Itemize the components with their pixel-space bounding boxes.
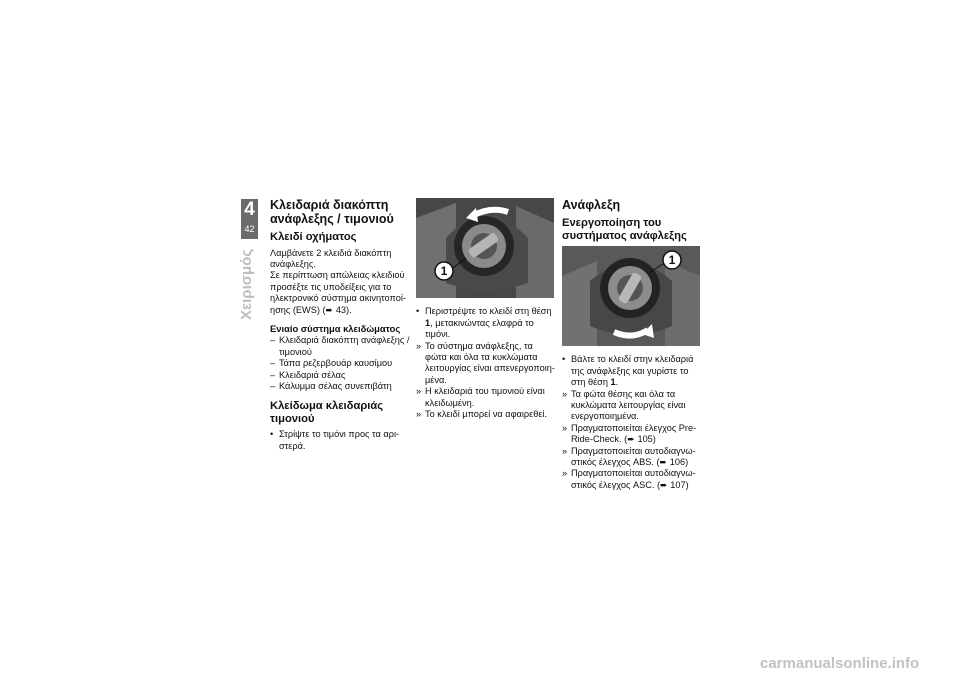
arrow-icon: ➨ (325, 304, 334, 315)
photo-callout: 1 (440, 264, 448, 278)
result-item: » Τα φώτα θέσης και όλα τα κυκλώματα λειτουργίας είναι ενεργοποιημένα. (562, 388, 686, 422)
page-reference[interactable]: (➨ 43). (322, 304, 352, 315)
lock-list (270, 335, 410, 392)
result-item: » Πραγματοποιείται έλεγχος Pre-Ride-Check. (➨ 105) (562, 422, 697, 445)
result-item: » Η κλειδαριά του τιμονιού είναι κλειδωμένη. (416, 386, 545, 408)
page-reference[interactable]: (➨ 107) (656, 479, 689, 490)
lock-system-heading: Ενιαίο σύστημα κλειδώματος (270, 322, 401, 334)
photo-callout: 1 (668, 253, 676, 267)
result-item: » Το κλειδί μπορεί να αφαιρεθεί. (416, 409, 548, 420)
result-item: » Το σύστημα ανάφλεξης, τα φώτα και όλα τα κυκλώματα λειτουργίας είναι απενεργοποιη-μένα. (416, 340, 555, 385)
list-item: – Κλειδαριά σέλας (270, 369, 346, 380)
steering-steps (270, 429, 410, 452)
arrow-icon: ➨ (659, 457, 668, 468)
keys-heading: Κλειδί οχήματος (270, 231, 357, 243)
list-item: – Κάλυμμα σέλας συνεπιβάτη (270, 380, 392, 391)
list-item: – Κλειδαριά διακόπτη ανάφλεξης / τιμονιού (270, 335, 410, 357)
arrow-icon: ➨ (660, 479, 668, 490)
column-2 (416, 198, 556, 420)
step-item: • Περιστρέψτε το κλειδί στη θέση 1, μετακινώντας ελαφρά το τιμόνι. (416, 306, 552, 340)
ignition-lock-photo-left (416, 198, 554, 298)
watermark: carmanualsonline.info (760, 655, 920, 672)
keys-paragraph-2: Σε περίπτωση απώλειας κλειδιού προσέξτε τις υποδείξεις για το ηλεκτρονικό σύστημα ακινητοποί-ησης (EWS) (➨ 43). (270, 270, 406, 315)
steps-list (416, 306, 556, 420)
list-item: – Τάπα ρεζερβουάρ καυσίμου (270, 358, 393, 369)
page-reference[interactable]: (➨ 105) (624, 434, 656, 445)
column-3 (562, 198, 702, 491)
section-title: Κλειδαριά διακόπτη ανάφλεξης / τιμονιού (270, 198, 394, 226)
keys-paragraph-1: Λαμβάνετε 2 κλειδιά διακόπτη ανάφλεξης. (270, 247, 392, 269)
result-item: » Πραγματοποιείται αυτοδιαγνω-στικός έλεγχος ABS. (➨ 106) (562, 445, 696, 468)
steering-lock-heading: Κλείδωμα κλειδαριάς τιμονιού (270, 400, 384, 425)
step-item: • Βάλτε το κλειδί στην κλειδαριά της ανάφλεξης και γυρίστε το στη θέση 1. (562, 354, 694, 388)
chapter-number: 4 (244, 199, 255, 220)
steps-list (562, 354, 702, 491)
ignition-on-heading: Ενεργοποίηση του συστήματος ανάφλεξης (562, 217, 687, 242)
side-chapter-title: Χειρισμός (238, 248, 255, 320)
step-item: • Στρίψτε το τιμόνι προς τα αρι-στερά. (270, 429, 400, 451)
column-1 (270, 198, 410, 452)
arrow-icon: ➨ (627, 434, 635, 445)
ignition-lock-photo-right (562, 246, 700, 346)
page-number: 42 (244, 224, 255, 234)
result-item: » Πραγματοποιείται αυτοδιαγνω-στικός έλεγχος ASC. (➨ 107) (562, 468, 696, 490)
section-title: Ανάφλεξη (562, 198, 621, 212)
page-reference[interactable]: (➨ 106) (656, 457, 689, 468)
